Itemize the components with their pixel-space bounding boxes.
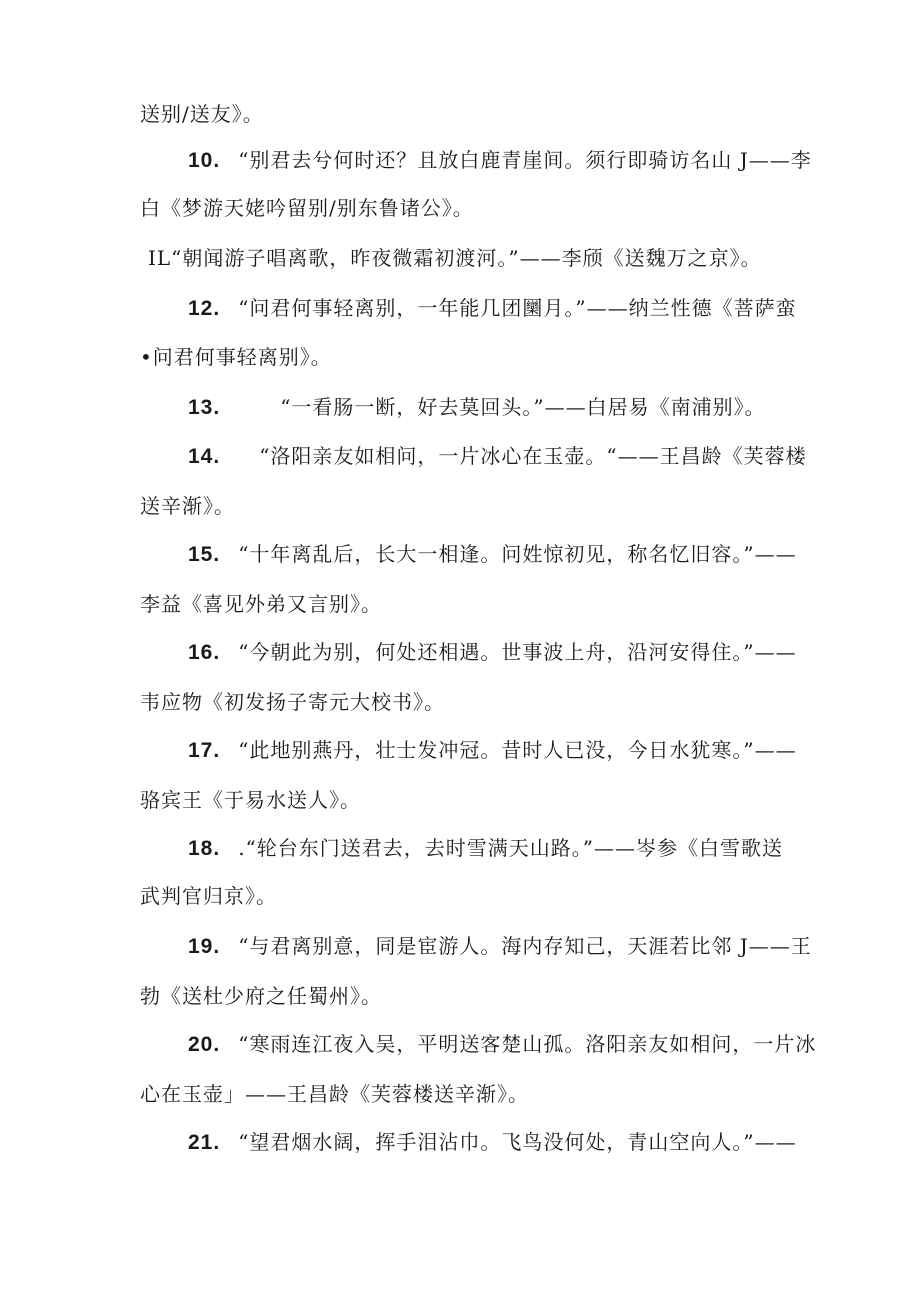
text-line: 10. “别君去兮何时还？且放白鹿青崖间。须行即骑访名山 J——李 [140, 146, 820, 175]
text-line: 21. “望君烟水阔，挥手泪沾巾。飞鸟没何处，青山空向人。”—— [140, 1128, 820, 1157]
item-number: 17. [188, 739, 221, 762]
text-line: 19. “与君离别意，同是宦游人。海内存知己，天涯若比邻 J——王 [140, 932, 820, 961]
item-number: 13. [188, 396, 221, 419]
text-line: 韦应物《初发扬子寄元大校书》。 [140, 690, 445, 714]
text-line: 18. .“轮台东门送君去，去时雪满天山路。”——岑参《白雪歌送 [140, 834, 820, 863]
text-line: 14. “洛阳亲友如相问，一片冰心在玉壶。“——王昌龄《芙蓉楼 [140, 442, 820, 471]
text-line: 15. “十年离乱后，长大一相逢。问姓惊初见，称名忆旧容。”—— [140, 540, 820, 569]
text-line: 武判官归京》。 [140, 884, 277, 908]
item-number: 19. [188, 935, 221, 958]
item-number: 21. [188, 1131, 221, 1154]
text-line: 13. “一看肠一断，好去莫回头。”——白居易《南浦别》。 [140, 393, 820, 422]
item-number: 20. [188, 1033, 221, 1056]
text-line: 20. “寒雨连江夜入吴，平明送客楚山孤。洛阳亲友如相问，一片冰 [140, 1030, 820, 1059]
item-number: 14. [188, 445, 221, 468]
text-line: •问君何事轻离别》。 [140, 345, 332, 369]
text-line: 12. “问君何事轻离别，一年能几团圞月。”——纳兰性德《菩萨蛮 [140, 294, 820, 323]
text-line: 李益《喜见外弟又言别》。 [140, 592, 382, 616]
item-number: 16. [188, 641, 221, 664]
text-line: 16. “今朝此为别，何处还相遇。世事波上舟，沿河安得住。”—— [140, 638, 820, 667]
text-line: 17. “此地别燕丹，壮士发冲冠。昔时人已没，今日水犹寒。”—— [140, 736, 820, 765]
item-number: 10. [188, 149, 221, 172]
item-number: 18. [188, 837, 221, 860]
text-line: 送辛渐》。 [140, 494, 235, 518]
item-number: 12. [188, 297, 221, 320]
text-line: 白《梦游天姥吟留别/别东鲁诸公》。 [140, 196, 474, 220]
text-line: 勃《送杜少府之任蜀州》。 [140, 984, 382, 1008]
text-line: 心在玉壶」——王昌龄《芙蓉楼送辛渐》。 [140, 1082, 529, 1106]
text-line: 送别/送友》。 [140, 102, 264, 126]
item-number: 15. [188, 543, 221, 566]
text-line: IL“朝闻游子唱离歌，昨夜微霜初渡河。”——李颀《送魏万之京》。 [148, 246, 762, 270]
text-line: 骆宾王《于易水送人》。 [140, 788, 361, 812]
